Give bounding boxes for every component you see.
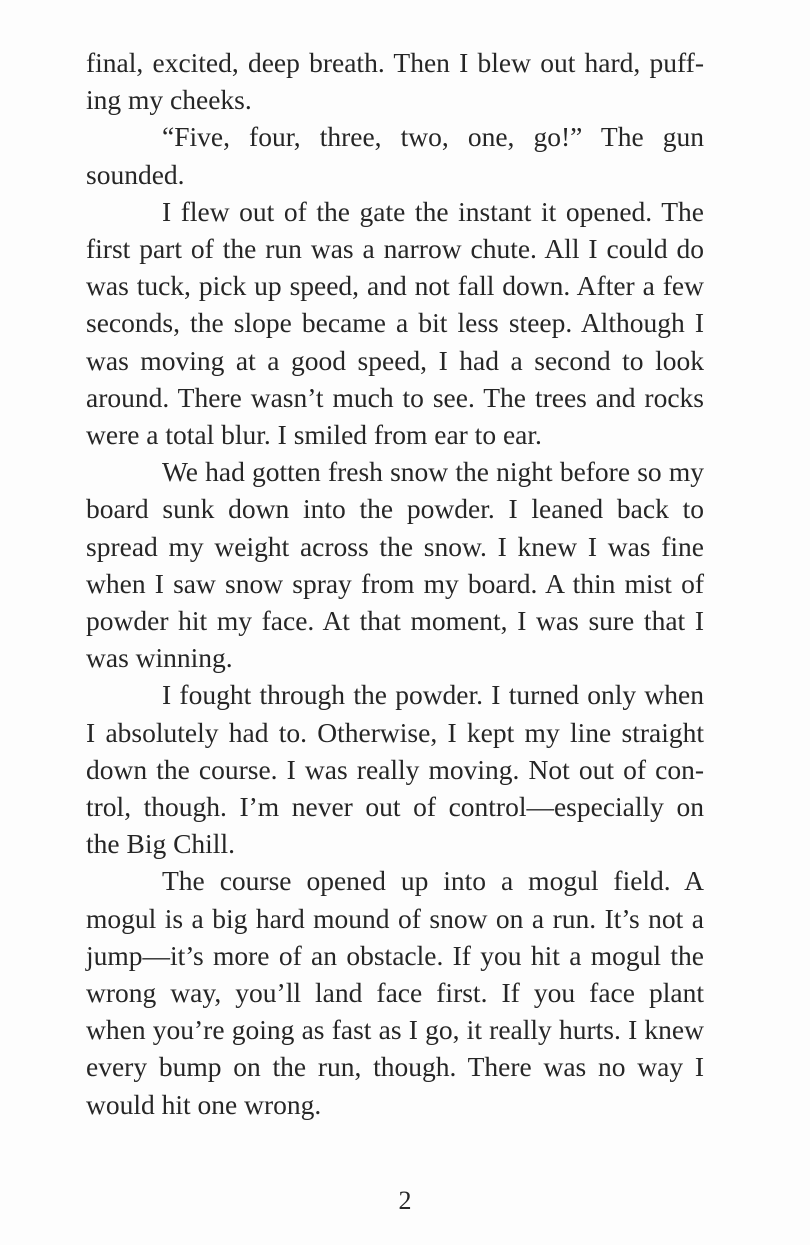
body-text: [86, 44, 704, 1123]
paragraph-continued: final, excited, deep breath. Then I blew out hard, puffing my cheeks.: [86, 47, 704, 116]
paragraph: I fought through the powder. I turned only when I absolutely had to. Otherwise, I kept my line straight down the course. I was really moving. Not out of control, though. I’m never out of control—especially on the Big Chill.: [86, 679, 704, 860]
paragraph: “Five, four, three, two, one, go!” The gun sounded.: [86, 121, 704, 190]
paragraph: We had gotten fresh snow the night before so my board sunk down into the powder. I leaned back to spread my weight across the snow. I knew I was fine when I saw snow spray from my board. A thin mist of powder hit my face. At that moment, I was sure that I was winning.: [86, 456, 704, 674]
paragraph: The course opened up into a mogul field. A mogul is a big hard mound of snow on a run. It’s not a jump—it’s more of an obstacle. If you hit a mogul the wrong way, you’ll land face first. If you face plant when you’re going as fast as I go, it really hurts. I knew every bump on the run, though. There was no way I would hit one wrong.: [86, 865, 704, 1120]
page-number: 2: [398, 1186, 412, 1215]
paragraph: I flew out of the gate the instant it opened. The first part of the run was a narrow chute. All I could do was tuck, pick up speed, and not fall down. After a few seconds, the slope became a bit less steep. Although I was moving at a good speed, I had a second to look around. There wasn’t much to see. The trees and rocks were a total blur. I smiled from ear to ear.: [86, 195, 704, 451]
